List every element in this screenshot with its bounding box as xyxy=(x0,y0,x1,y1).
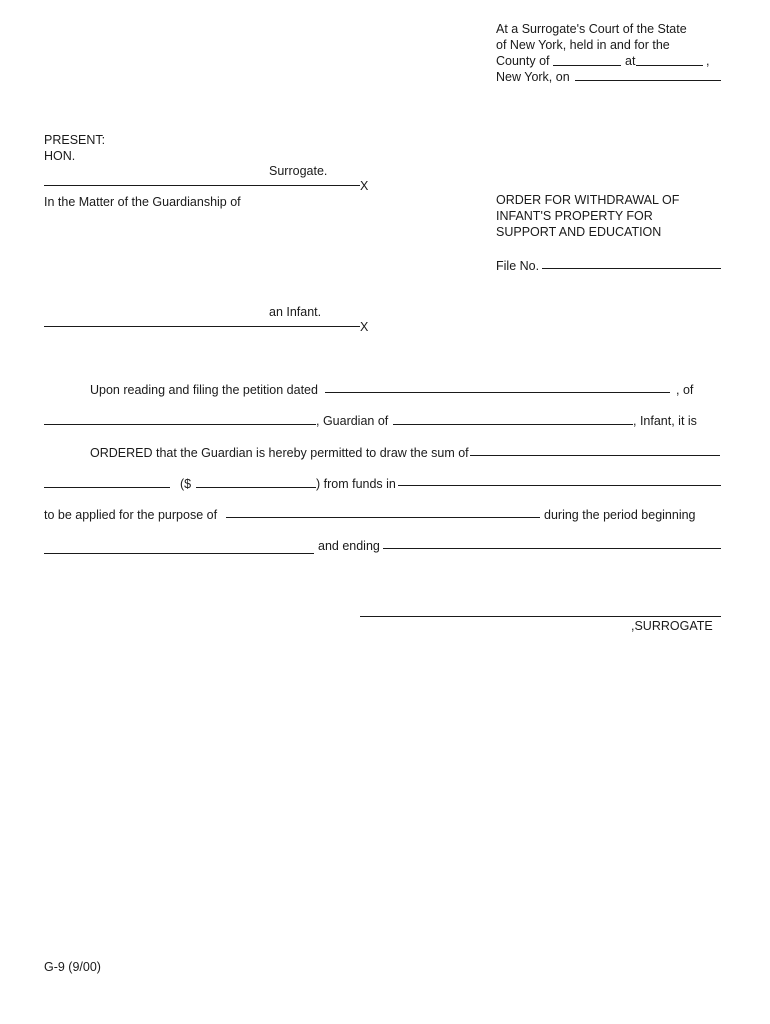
beginning-date-blank[interactable] xyxy=(44,553,314,554)
date-on-blank[interactable] xyxy=(575,80,721,81)
caption-bottom-x: X xyxy=(360,320,369,334)
at-label: at xyxy=(625,54,636,68)
header-comma: , xyxy=(706,54,710,68)
caption-top-x: X xyxy=(360,179,369,193)
ordered-label: ORDERED that the Guardian is hereby permitted to draw the sum of xyxy=(90,446,469,460)
order-title-line-2: INFANT'S PROPERTY FOR xyxy=(496,209,653,223)
hon-label: HON. xyxy=(44,149,76,163)
and-ending-label: and ending xyxy=(318,539,380,553)
order-title-line-3: SUPPORT AND EDUCATION xyxy=(496,225,662,239)
dollar-open-label: ($ xyxy=(180,477,192,491)
amount-blank[interactable] xyxy=(196,487,316,488)
period-beginning-label: during the period beginning xyxy=(544,508,696,522)
caption-top-rule xyxy=(44,185,360,186)
infant-label: an Infant. xyxy=(269,305,322,319)
guardian-of-label: , Guardian of xyxy=(316,414,389,428)
guardian-name-blank[interactable] xyxy=(44,424,316,425)
county-blank[interactable] xyxy=(553,65,621,66)
infant-it-is-label: , Infant, it is xyxy=(633,414,697,428)
of-label: , of xyxy=(676,383,694,397)
present-label: PRESENT: xyxy=(44,133,106,147)
court-header-line-2: of New York, held in and for the xyxy=(496,38,670,52)
file-no-blank[interactable] xyxy=(542,268,721,269)
at-blank[interactable] xyxy=(636,65,703,66)
form-number: G-9 (9/00) xyxy=(44,960,101,974)
sum-continued-blank[interactable] xyxy=(44,487,170,488)
signature-line[interactable] xyxy=(360,616,721,617)
surrogate-title: Surrogate. xyxy=(269,164,328,178)
ending-date-blank[interactable] xyxy=(383,548,721,549)
surrogate-signature-label: ,SURROGATE xyxy=(631,619,713,633)
caption-bottom-rule xyxy=(44,326,360,327)
from-funds-label: ) from funds in xyxy=(316,477,396,491)
order-title-line-1: ORDER FOR WITHDRAWAL OF xyxy=(496,193,680,207)
infant-name-blank[interactable] xyxy=(393,424,633,425)
court-header-line-1: At a Surrogate's Court of the State xyxy=(496,22,687,36)
new-york-on-label: New York, on xyxy=(496,70,570,84)
sum-words-blank[interactable] xyxy=(470,455,720,456)
county-label: County of xyxy=(496,54,550,68)
purpose-blank[interactable] xyxy=(226,517,540,518)
funds-source-blank[interactable] xyxy=(398,485,721,486)
matter-label: In the Matter of the Guardianship of xyxy=(44,195,241,209)
file-no-label: File No. xyxy=(496,259,540,273)
purpose-label: to be applied for the purpose of xyxy=(44,508,218,522)
petition-date-blank[interactable] xyxy=(325,392,670,393)
petition-dated-label: Upon reading and filing the petition dated xyxy=(90,383,318,397)
